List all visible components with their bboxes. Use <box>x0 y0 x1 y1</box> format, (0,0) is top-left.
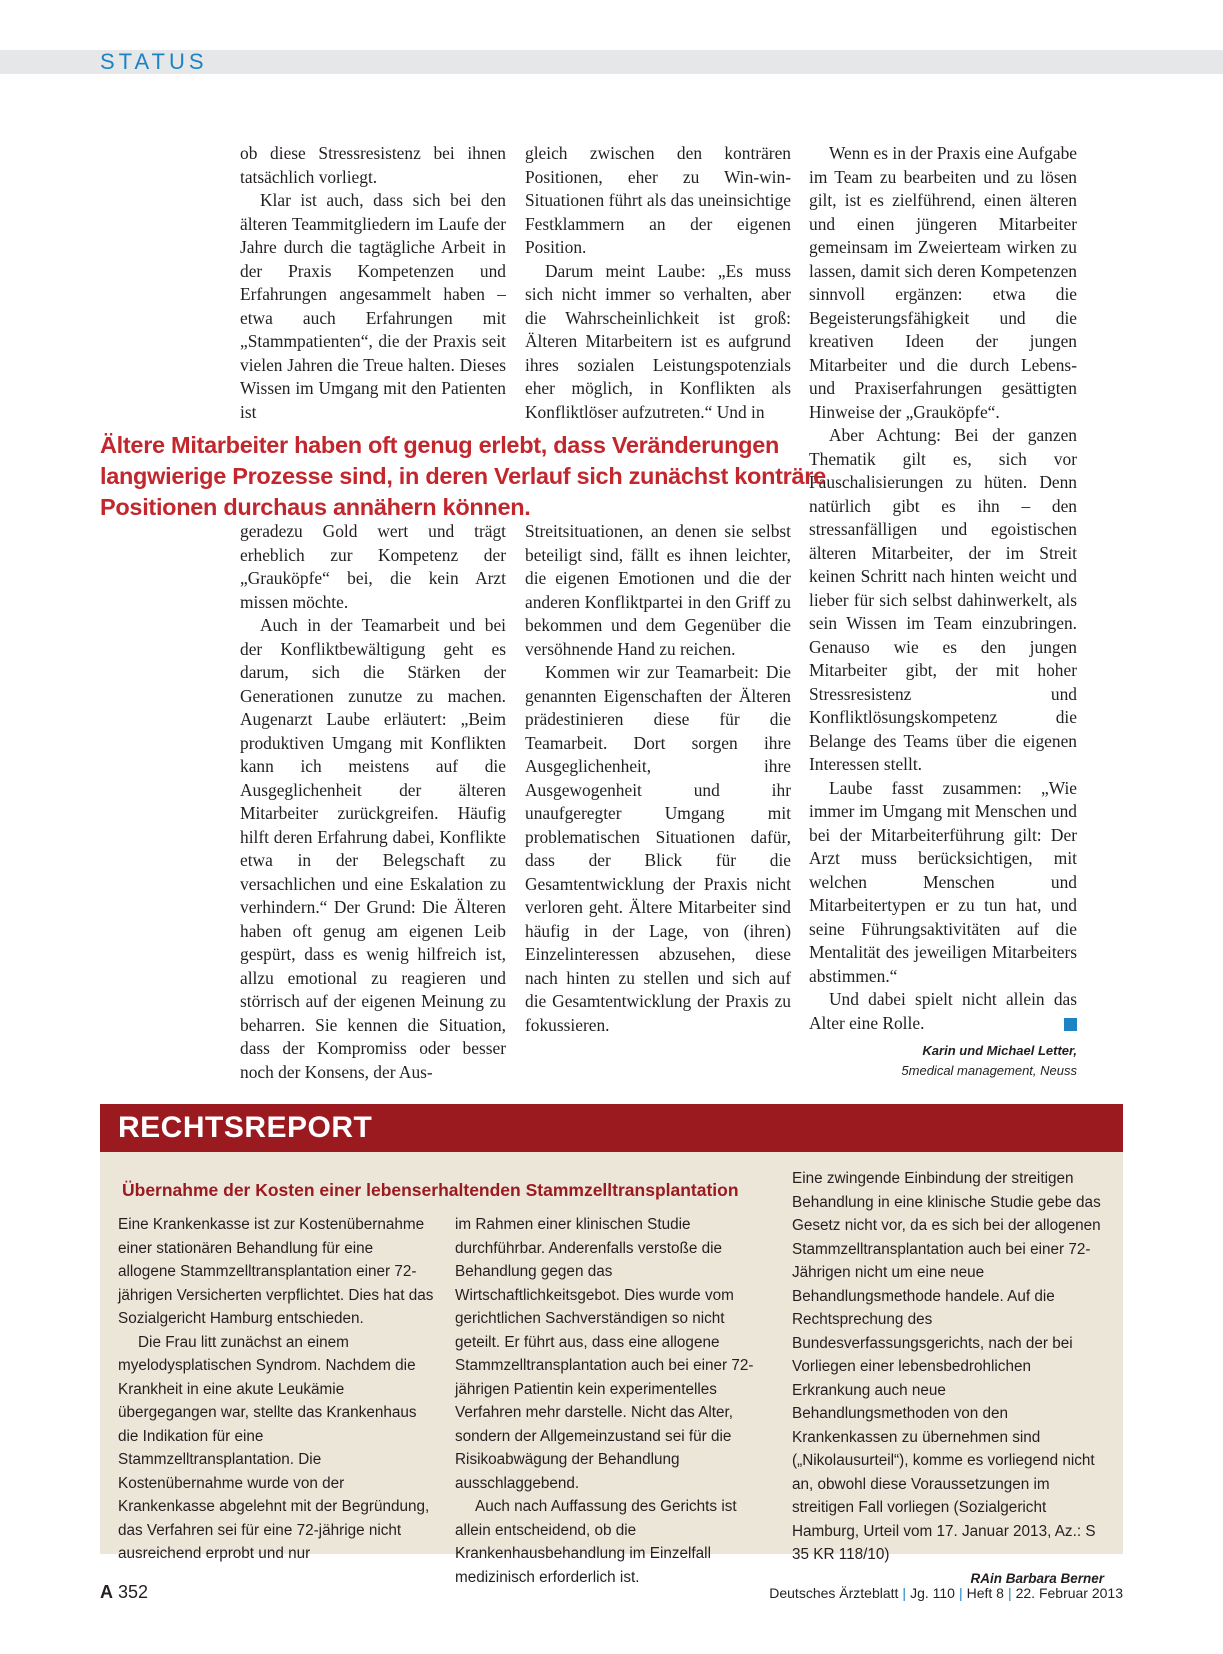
rechtsreport-col2 <box>455 1213 771 1589</box>
pull-quote: Ältere Mitarbeiter haben oft genug erlebt, dass Veränderungen langwierige Prozesse sind, in deren Verlauf sich zunächst konträre Positionen durchaus annähern können. <box>100 432 826 520</box>
page-number-value: 352 <box>118 1582 149 1602</box>
journal-info <box>769 1582 1123 1604</box>
paragraph: ob diese Stressresistenz bei ihnen tatsächlich vorliegt. <box>240 143 506 187</box>
journal-date: 22. Februar 2013 <box>1015 1585 1123 1601</box>
author-signature <box>809 1041 1077 1081</box>
author-names: Karin und Michael Letter, <box>922 1043 1077 1058</box>
article-col2-bottom <box>525 520 791 1037</box>
paragraph: Streitsituationen, an denen sie selbst beteiligt sind, fällt es ihnen leichter, die eigenen Emotionen und die der anderen Konfliktpartei in den Griff zu bekommen und dem Gegenüber die versöhnende Hand zu reichen. <box>525 521 791 659</box>
paragraph: Kommen wir zur Teamarbeit: Die genannten Eigenschaften der Älteren prädestinieren diese für die Teamarbeit. Dort sorgen ihre Ausgeglichenheit, ihre Ausgewogenheit und ihr unaufgeregter Umgang mit problematischen Situationen dafür, dass der Blick für die Gesamtentwicklung der Praxis nicht verloren geht. Ältere Mitarbeiter sind häufig in der Lage, von (ihren) Einzelinteressen abzusehen, diese nach hinten zu stellen und sich auf die Gesamtentwicklung der Praxis zu fokussieren. <box>525 662 791 1035</box>
journal-issue: Heft 8 <box>966 1585 1004 1601</box>
separator: | <box>902 1585 907 1601</box>
section-label: STATUS <box>100 49 208 74</box>
paragraph: gleich zwischen den konträren Positionen, eher zu Win-win-Situationen führt als das uneinsichtige Festklammern an der eigenen Position. <box>525 143 791 257</box>
paragraph: Darum meint Laube: „Es muss sich nicht immer so verhalten, aber die Wahrscheinlichkeit ist groß: Älteren Mitarbeitern ist es aufgrund ihres sozialen Leistungspotenzials eher möglich, in Konflikten als Konfliktlöser aufzutreten.“ Und in <box>525 260 791 422</box>
article-col3 <box>809 142 1077 1081</box>
paragraph: Aber Achtung: Bei der ganzen Thematik gilt es, sich vor Pauschalisierungen zu hüten. Denn natürlich gibt es ihn – den stressanfälligen und egoistischen älteren Mitarbeiter, der im Streit keinen Schritt nach hinten weicht und lieber für sich selbst dahinwerkelt, als sein Wissen im Team einzubringen. Genauso wie es den jungen Mitarbeiter gibt, der mit hoher Stressresistenz und Konfliktlösungskompetenz die Belange des Teams über die eigenen Interessen stellt. <box>809 425 1077 774</box>
rechtsreport-col1 <box>118 1213 434 1566</box>
journal-name: Deutsches Ärzteblatt <box>769 1585 899 1601</box>
end-mark-icon <box>1064 1018 1077 1031</box>
paragraph: geradezu Gold wert und trägt erheblich zur Kompetenz der „Grauköpfe“ bei, die kein Arzt missen möchte. <box>240 521 506 612</box>
paragraph: Klar ist auch, dass sich bei den älteren Teammitgliedern im Laufe der Jahre durch die tagtägliche Arbeit in der Praxis Kompetenzen und Erfahrungen angesammelt haben – etwa auch Erfahrungen mit „Stammpatienten“, die der Praxis seit vielen Jahren die Treue halten. Dieses Wissen im Umgang mit den Patienten ist <box>240 190 506 422</box>
paragraph: Wenn es in der Praxis eine Aufgabe im Team zu bearbeiten und zu lösen gilt, ist es zielführend, einen älteren und einen jüngeren Mitarbeiter gemeinsam im Zweierteam wirken zu lassen, damit sich deren Kompetenzen sinnvoll ergänzen: etwa die Begeisterungsfähigkeit und die kreativen Ideen der jungen Mitarbeiter und die durch Lebens- und Praxiserfahrungen gesättigten Hinweise der „Grauköpfe“. <box>809 143 1077 422</box>
separator: | <box>958 1585 963 1601</box>
paragraph: Laube fasst zusammen: „Wie immer im Umgang mit Menschen und bei der Mitarbeiterführung gilt: Der Arzt muss berücksichtigen, mit welchen Menschen und Mitarbeitertypen er zu tun hat, und seine Führungsaktivitäten auf die Mentalität des jeweiligen Mitarbeiters abstimmen.“ <box>809 777 1077 986</box>
paragraph: Auch nach Auffassung des Gerichts ist allein entscheidend, ob die Krankenhausbehandlung im Einzelfall medizinisch erforderlich ist. <box>455 1498 737 1586</box>
paragraph-final-text: Und dabei spielt nicht allein das Alter eine Rolle. <box>809 989 1077 1033</box>
rechtsreport-headline: Übernahme der Kosten einer lebenserhaltenden Stammzelltransplantation <box>122 1180 739 1200</box>
rechtsreport-author: RAin Barbara Berner <box>970 1570 1104 1586</box>
paragraph: Eine Krankenkasse ist zur Kostenübernahme einer stationären Behandlung für eine allogene Stammzelltransplantation einer 72-jährigen Versicherten verpflichtet. Dies hat das Sozialgericht Hamburg entschieden. <box>118 1216 434 1327</box>
article-col2-top <box>525 142 791 424</box>
separator: | <box>1007 1585 1012 1601</box>
journal-volume: Jg. 110 <box>910 1585 955 1601</box>
article-col1-top <box>240 142 506 424</box>
rechtsreport-title: RECHTSREPORT <box>118 1111 373 1144</box>
paragraph: Auch in der Teamarbeit und bei der Konfliktbewältigung geht es darum, sich die Stärken der Generationen zunutze zu machen. Augenarzt Laube erläutert: „Beim produktiven Umgang mit Konflikten kann ich meistens auf die Ausgeglichenheit der älteren Mitarbeiter zurückgreifen. Häufig hilft deren Erfahrung dabei, Konflikte etwa in der Belegschaft zu versachlichen und eine Eskalation zu verhindern.“ Der Grund: Die Älteren haben oft genug am eigenen Leib gespürt, dass es wenig hilfreich ist, allzu emotional zu reagieren und störrisch auf der eigenen Meinung zu beharren. Sie kennen die Situation, dass der Kompromiss oder besser noch der Konsens, der Aus- <box>240 615 506 1082</box>
author-affiliation: 5medical management, Neuss <box>901 1063 1077 1078</box>
paragraph: Eine zwingende Einbindung der streitigen Behandlung in eine klinische Studie gebe das Gesetz nicht vor, da es sich bei der allogenen Stammzelltransplantation auch bei einer 72-Jährigen nicht um eine neue Behandlungsmethode handele. Auf die Rechtsprechung des Bundesverfassungsgerichts, nach der bei Vorliegen einer lebensbedrohlichen Erkrankung auch neue Behandlungsmethoden von den Krankenkassen zu übernehmen sind („Nikolausurteil“), komme es vorliegend nicht an, obwohl diese Voraussetzungen im streitigen Fall vorliegen (Sozialgericht Hamburg, Urteil vom 17. Januar 2013, Az.: S 35 KR 118/10) <box>792 1170 1101 1563</box>
paragraph: Die Frau litt zunächst an einem myelodysplatischen Syndrom. Nachdem die Krankheit in eine akute Leukämie übergegangen war, stellte das Krankenhaus die Indikation für eine Stammzelltransplantation. Die Kostenübernahme wurde von der Krankenkasse abgelehnt mit der Begründung, das Verfahren sei für eine 72-jährige nicht ausreichend erprobt und nur <box>118 1333 430 1562</box>
page-number <box>100 1580 148 1604</box>
paragraph-final <box>809 988 1077 1035</box>
rechtsreport-col3 <box>792 1167 1104 1590</box>
article-col1-bottom <box>240 520 506 1084</box>
page-prefix: A <box>100 1582 113 1602</box>
paragraph: im Rahmen einer klinischen Studie durchführbar. Anderenfalls verstoße die Behandlung gegen das Wirtschaftlichkeitsgebot. Dies wurde vom gerichtlichen Sachverständigen so nicht geteilt. Er führt aus, dass eine allogene Stammzelltransplantation auch bei einer 72-jährigen Patientin kein experimentelles Verfahren mehr darstelle. Nicht das Alter, sondern der Allgemeinzustand sei für die Risikoabwägung der Behandlung ausschlaggebend. <box>455 1216 754 1492</box>
